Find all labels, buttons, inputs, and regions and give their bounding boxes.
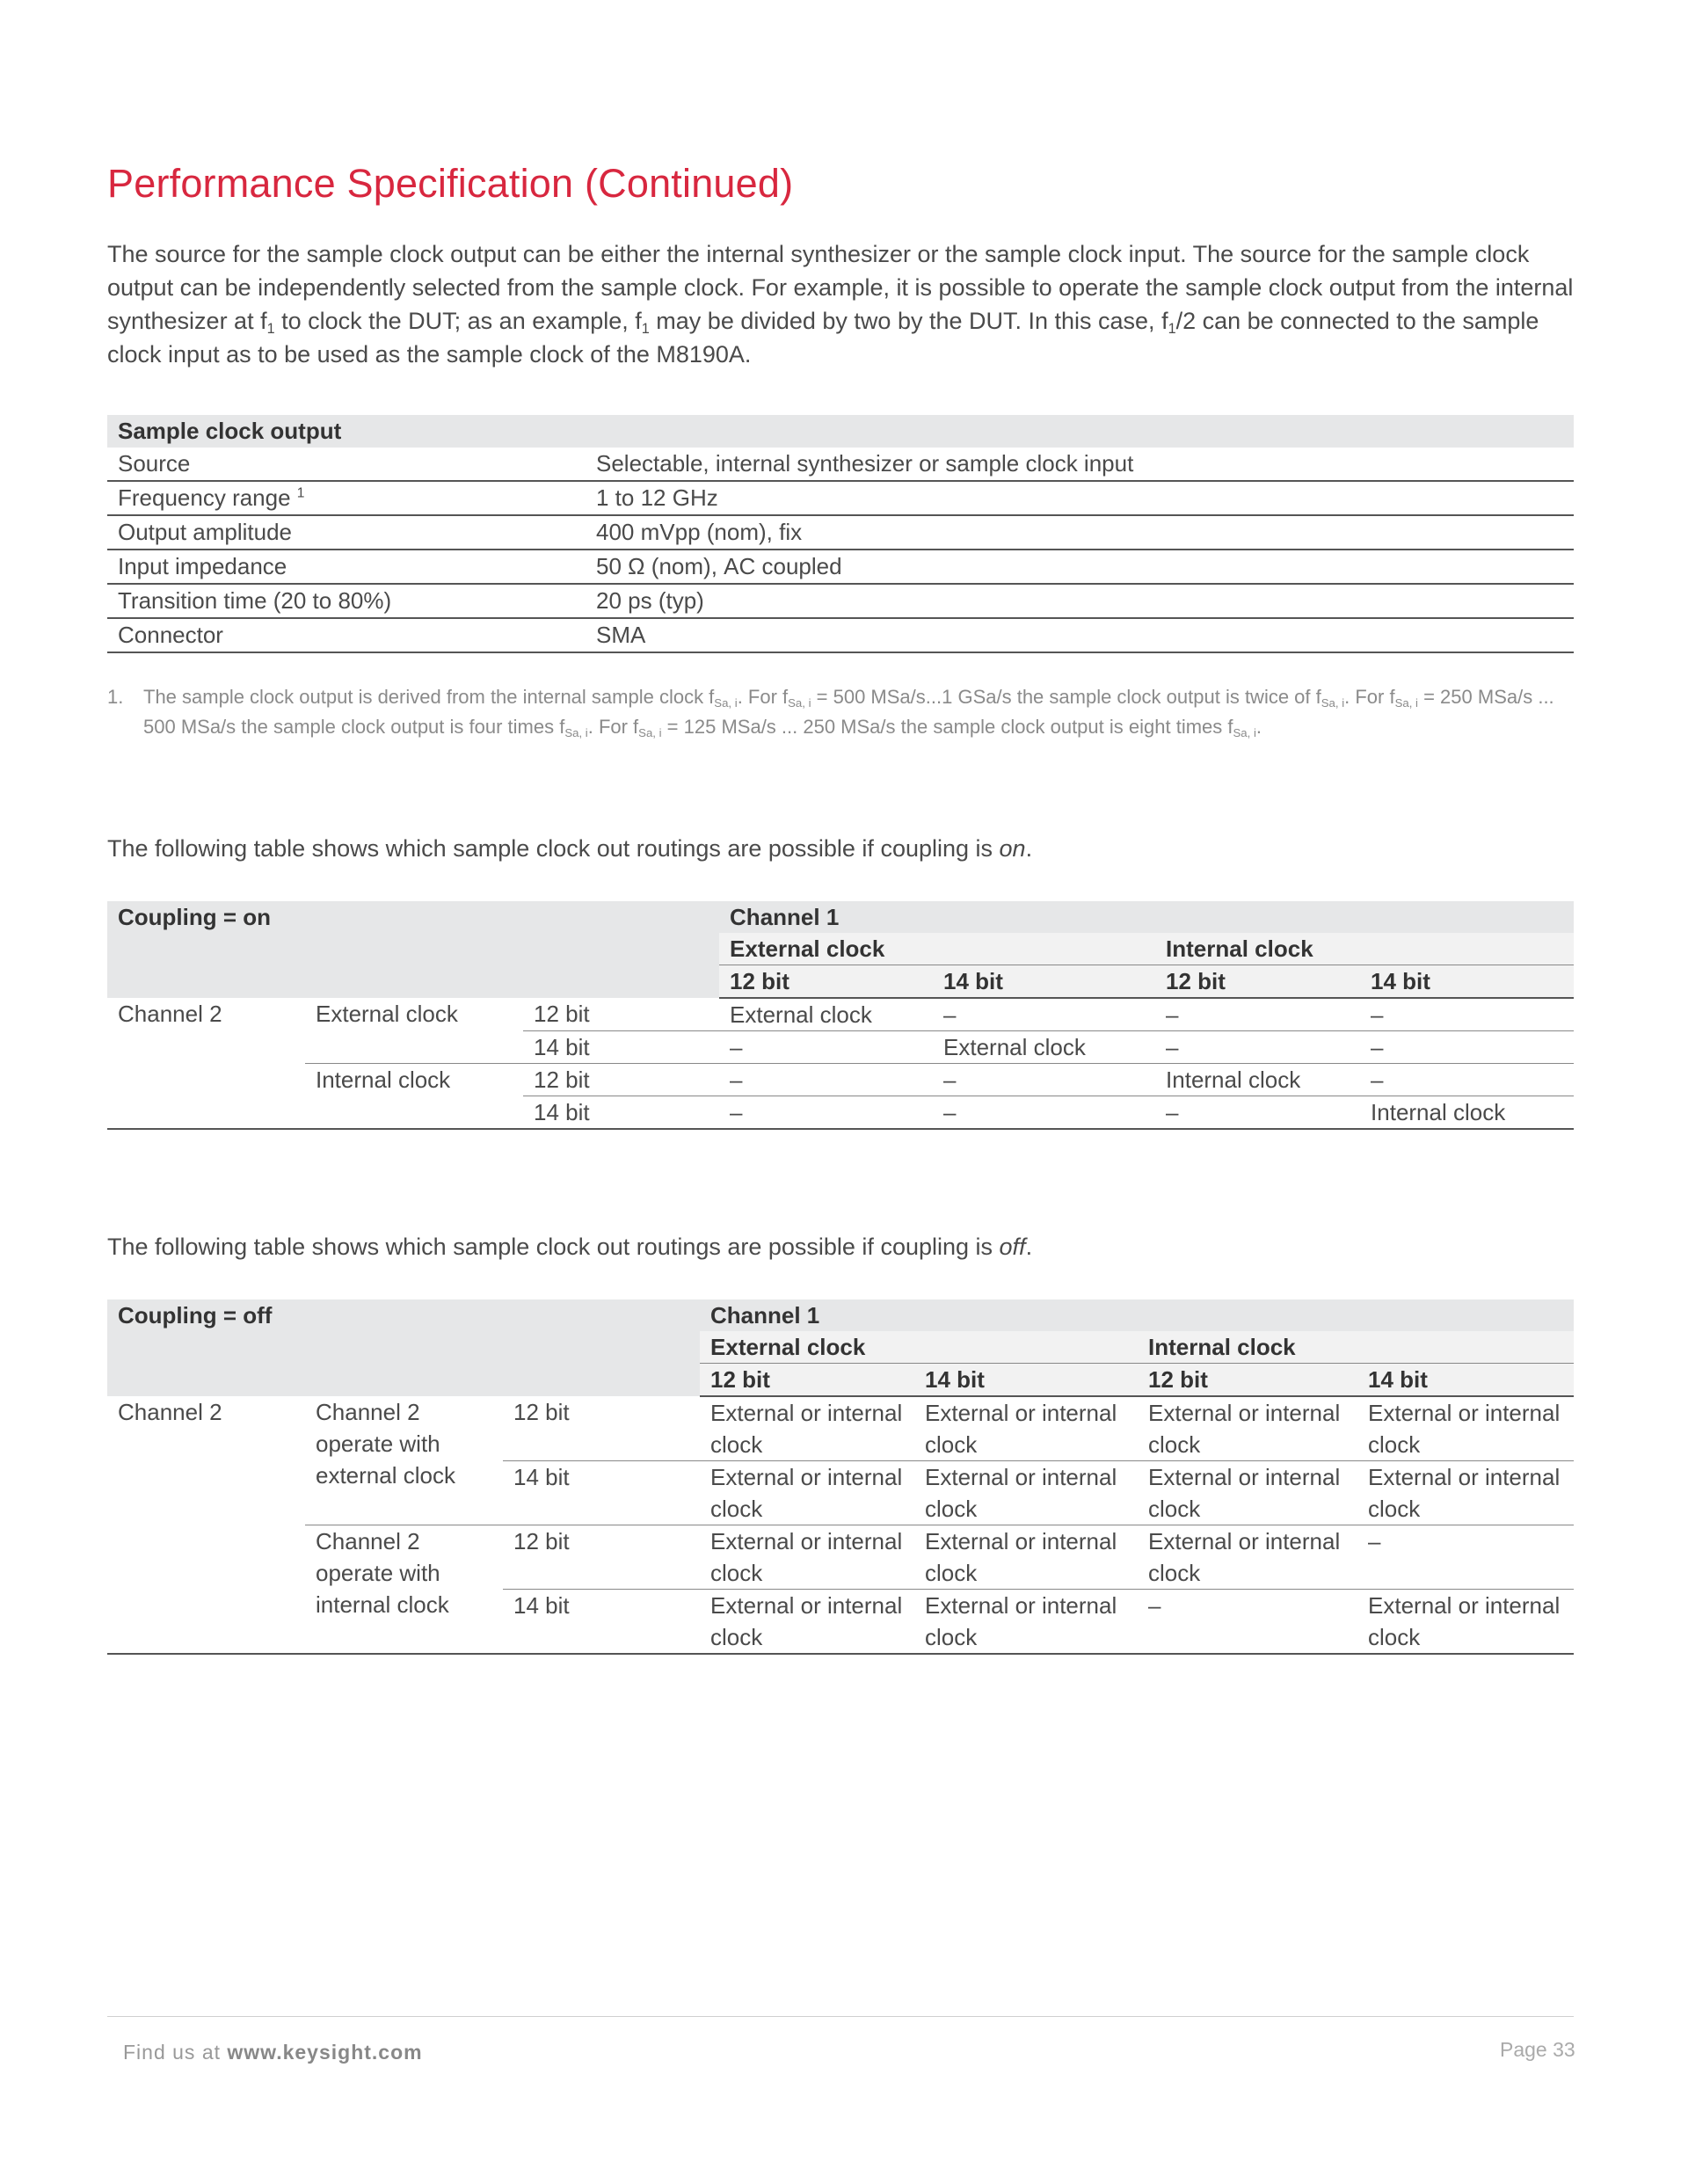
coupling-on-table — [107, 901, 1574, 1130]
table-cell: – — [1155, 998, 1360, 1031]
bit-header: 14 bit — [1360, 965, 1574, 999]
table-cell: External or internal clock — [700, 1525, 914, 1590]
table-cell: External or internal clock — [700, 1461, 914, 1525]
intro-paragraph: The source for the sample clock output can be either the internal synthesizer or the sample clock input. The source for the sample clock output can be independently selected from the sample clock. For example, it is possible to operate the sample clock output from the internal synthesizer at $f_1$ to clock the DUT; as an example, $f_1$ may be divided by two by the DUT. In this case, $f_1/2$ can be connected to the sample clock input as to be used as the sample clock of the M8190A. — [107, 241, 1574, 368]
table-row — [107, 1396, 1574, 1461]
bit-header: 14 bit — [933, 965, 1155, 999]
table-cell: – — [719, 1031, 933, 1064]
footnote — [107, 682, 1584, 742]
sample-clock-output-table — [107, 415, 1574, 653]
spec-label: Source — [107, 448, 587, 481]
footer-find-us: Find us at www.keysight.com — [123, 2041, 423, 2064]
table-corner-label: Coupling = on — [107, 901, 719, 998]
table-cell: External or internal clock — [1138, 1461, 1357, 1525]
table-cell: – — [933, 998, 1155, 1031]
bit-label: 12 bit — [523, 1064, 719, 1096]
coupling-off-intro: The following table shows which sample clock out routings are possible if coupling is off. — [107, 1234, 1033, 1260]
internal-clock-header: Internal clock — [1138, 1331, 1574, 1364]
spec-label: Transition time (20 to 80%) — [107, 584, 587, 618]
row-group-label: Internal clock — [305, 1064, 523, 1130]
table-cell: External or internal clock — [914, 1590, 1138, 1655]
bit-label: 14 bit — [503, 1461, 700, 1525]
bit-header: 14 bit — [1357, 1364, 1574, 1397]
internal-clock-header: Internal clock — [1155, 933, 1574, 965]
table-corner-label: Coupling = off — [107, 1299, 700, 1396]
bit-label: 14 bit — [503, 1590, 700, 1655]
table-cell: External or internal clock — [914, 1525, 1138, 1590]
table-cell: – — [719, 1096, 933, 1130]
table-cell: – — [1360, 1031, 1574, 1064]
table-cell: Internal clock — [1360, 1096, 1574, 1130]
channel1-header: Channel 1 — [719, 901, 1574, 933]
table-cell: – — [1155, 1096, 1360, 1130]
table-row — [107, 481, 1574, 515]
table-cell: External or internal clock — [1138, 1396, 1357, 1461]
coupling-off-table — [107, 1299, 1574, 1655]
bit-label: 12 bit — [503, 1525, 700, 1590]
external-clock-header: External clock — [700, 1331, 1138, 1364]
spec-value: 50 Ω (nom), AC coupled — [587, 550, 1574, 584]
channel2-label: Channel 2 — [107, 998, 305, 1129]
footer-website-link[interactable]: www.keysight.com — [227, 2041, 423, 2064]
table-row — [107, 584, 1574, 618]
bit-label: 12 bit — [523, 998, 719, 1031]
table-row — [107, 1064, 1574, 1096]
bit-header: 12 bit — [1138, 1364, 1357, 1397]
row-group-label: External clock — [305, 998, 523, 1064]
table-cell: External or internal clock — [914, 1396, 1138, 1461]
table-cell: External or internal clock — [700, 1590, 914, 1655]
spec-label: Output amplitude — [107, 515, 587, 550]
footnote-ref: 1 — [296, 485, 305, 501]
spec-value: 1 to 12 GHz — [587, 481, 1574, 515]
external-clock-header: External clock — [719, 933, 1155, 965]
bit-header: 12 bit — [1155, 965, 1360, 999]
table-cell: External or internal clock — [1138, 1525, 1357, 1590]
footer-divider — [107, 2016, 1574, 2017]
row-group-label: Channel 2 operate with external clock — [305, 1396, 503, 1525]
row-group-label: Channel 2 operate with internal clock — [305, 1525, 503, 1655]
spec-value: 400 mVpp (nom), fix — [587, 515, 1574, 550]
table-cell: External or internal clock — [700, 1396, 914, 1461]
coupling-on-intro: The following table shows which sample clock out routings are possible if coupling is on. — [107, 835, 1033, 862]
spec-label: Connector — [107, 618, 587, 652]
table-cell: – — [933, 1064, 1155, 1096]
footnote-text: The sample clock output is derived from the internal sample clock $f_{Sa, i}$. For $f_{Sa, i} = 500$ MSa/s...1 GSa/s the sample clock output is twice of $f_{Sa, i}$. For $f_{Sa, i} = 250$ MSa/s ... 500 MSa/s the sample clock output is four times $f_{Sa, i}$. For $f_{Sa, i} = 125$ MSa/s ... 250 MSa/s the sample clock output is eight times $f_{Sa, i}$. — [143, 686, 1554, 739]
channel2-label: Channel 2 — [107, 1396, 305, 1654]
table-row — [107, 448, 1574, 481]
table-cell: External or internal clock — [1357, 1396, 1574, 1461]
table-cell: – — [1138, 1590, 1357, 1655]
page-title: Performance Specification (Continued) — [107, 161, 794, 206]
bit-header: 12 bit — [719, 965, 933, 999]
page-number: Page 33 — [1500, 2038, 1575, 2061]
table-cell: External clock — [933, 1031, 1155, 1064]
spec-value: Selectable, internal synthesizer or sample clock input — [587, 448, 1574, 481]
table-row — [107, 550, 1574, 584]
table-cell: External or internal clock — [1357, 1461, 1574, 1525]
spec-value: 20 ps (typ) — [587, 584, 1574, 618]
table-cell: – — [719, 1064, 933, 1096]
table-row — [107, 998, 1574, 1031]
spec-table-header: Sample clock output — [107, 415, 1574, 448]
table-cell: External clock — [719, 998, 933, 1031]
channel1-header: Channel 1 — [700, 1299, 1574, 1331]
table-cell: – — [1360, 998, 1574, 1031]
bit-label: 14 bit — [523, 1031, 719, 1064]
bit-label: 14 bit — [523, 1096, 719, 1130]
bit-header: 14 bit — [914, 1364, 1138, 1397]
table-cell: Internal clock — [1155, 1064, 1360, 1096]
spec-label: Frequency range $^1$ — [107, 481, 587, 515]
spec-label: Input impedance — [107, 550, 587, 584]
table-cell: – — [1357, 1525, 1574, 1590]
table-row — [107, 618, 1574, 652]
spec-value: SMA — [587, 618, 1574, 652]
table-cell: External or internal clock — [1357, 1590, 1574, 1655]
table-row — [107, 1525, 1574, 1590]
bit-header: 12 bit — [700, 1364, 914, 1397]
footnote-number: 1. — [107, 686, 124, 708]
table-row — [107, 515, 1574, 550]
table-cell: External or internal clock — [914, 1461, 1138, 1525]
bit-label: 12 bit — [503, 1396, 700, 1461]
table-cell: – — [1155, 1031, 1360, 1064]
table-cell: – — [933, 1096, 1155, 1130]
table-cell: – — [1360, 1064, 1574, 1096]
